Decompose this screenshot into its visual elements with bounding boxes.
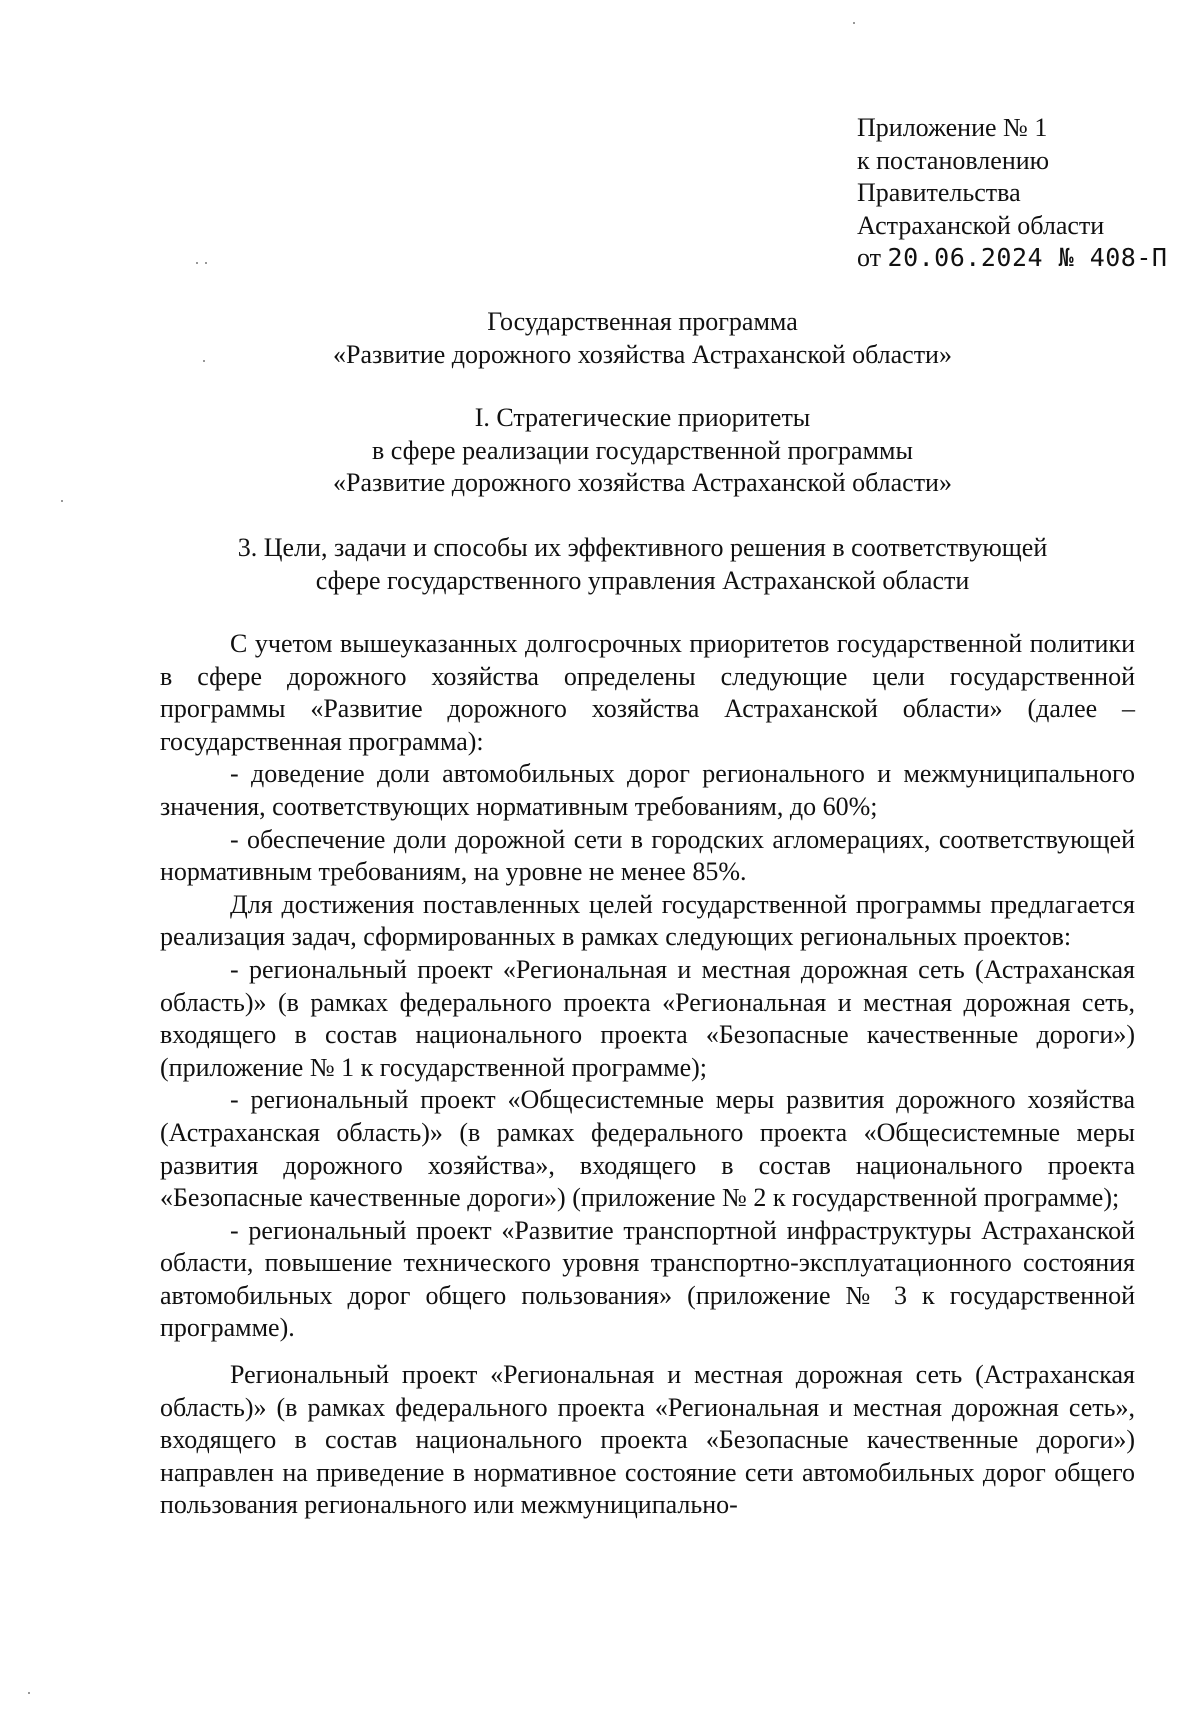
section-heading — [150, 402, 1135, 500]
program-title-line-1: Государственная программа — [487, 307, 798, 336]
paragraph-goal-2: - обеспечение доли дорожной сети в городских агломерациях, соответствующей нормативным требованиям, на уровне не менее 85%. — [160, 824, 1135, 887]
body-text — [160, 628, 1135, 1522]
appendix-government-line: Правительства — [857, 178, 1021, 207]
scan-speck — [61, 500, 63, 502]
appendix-date-prefix: от — [857, 243, 888, 272]
scan-speck — [28, 1692, 30, 1694]
program-title — [150, 306, 1135, 371]
appendix-date-stamp: 20.06.2024 № 408-П — [887, 243, 1168, 272]
paragraph-project-1: - региональный проект «Региональная и местная дорожная сеть (Астраханская область)» (в рамках федерального проекта «Региональная и местная дорожная сеть, входящего в состав национального проекта «Безопасные качественные дороги») (приложение № 1 к государственной программе); — [160, 954, 1135, 1082]
scan-speck — [203, 360, 205, 362]
scan-speck — [196, 262, 198, 264]
section-heading-line-2: в сфере реализации государственной программы — [372, 435, 913, 465]
appendix-resolution-line: к постановлению — [857, 145, 1050, 175]
scan-speck — [853, 22, 855, 24]
subsection-heading — [150, 532, 1135, 597]
scan-speck — [205, 262, 207, 264]
section-heading-line-3: «Развитие дорожного хозяйства Астраханской области» — [333, 468, 952, 497]
paragraph-project-3: - региональный проект «Развитие транспортной инфраструктуры Астраханской области, повышение технического уровня транспортно-эксплуатационного состояния автомобильных дорог общего пользования» (приложение № 3 к государственной программе). — [160, 1215, 1135, 1343]
paragraph-goal-1: - доведение доли автомобильных дорог регионального и межмуниципального значения, соответствующих нормативным требованиям, до 60%; — [160, 759, 1135, 821]
paragraph-tasks-intro: Для достижения поставленных целей государственной программы предлагается реализация задач, сформированных в рамках следующих региональных проектов: — [160, 889, 1135, 952]
section-heading-line-1: I. Стратегические приоритеты — [474, 403, 811, 432]
paragraph-project-description: Региональный проект «Региональная и местная дорожная сеть (Астраханская область)» (в рамках федерального проекта «Региональная и местная дорожная сеть», входящего в состав национального проекта «Безопасные качественные дороги») направлен на приведение в нормативное состояние сети автомобильных дорог общего пользования регионального или межмуниципально- — [160, 1360, 1135, 1520]
subsection-heading-line-1: 3. Цели, задачи и способы их эффективного решения в соответствующей — [237, 533, 1048, 562]
paragraph-project-2: - региональный проект «Общесистемные меры развития дорожного хозяйства (Астраханская область)» (в рамках федерального проекта «Общесистемные меры развития дорожного хозяйства», входящего в состав национального проекта «Безопасные качественные дороги») (приложение № 2 к государственной программе); — [160, 1085, 1135, 1213]
appendix-date-line — [857, 242, 1167, 275]
subsection-heading-line-2: сфере государственного управления Астраханской области — [315, 565, 970, 595]
appendix-region-line: Астраханской области — [857, 210, 1105, 240]
program-title-line-2: «Развитие дорожного хозяйства Астраханской области» — [333, 339, 952, 369]
paragraph-goals-intro: С учетом вышеуказанных долгосрочных приоритетов государственной политики в сфере дорожного хозяйства определены следующие цели государственной программы «Развитие дорожного хозяйства Астраханской области» (далее – государственная программа): — [160, 629, 1135, 756]
appendix-number: Приложение № 1 — [857, 113, 1048, 142]
appendix-header — [857, 112, 1167, 275]
